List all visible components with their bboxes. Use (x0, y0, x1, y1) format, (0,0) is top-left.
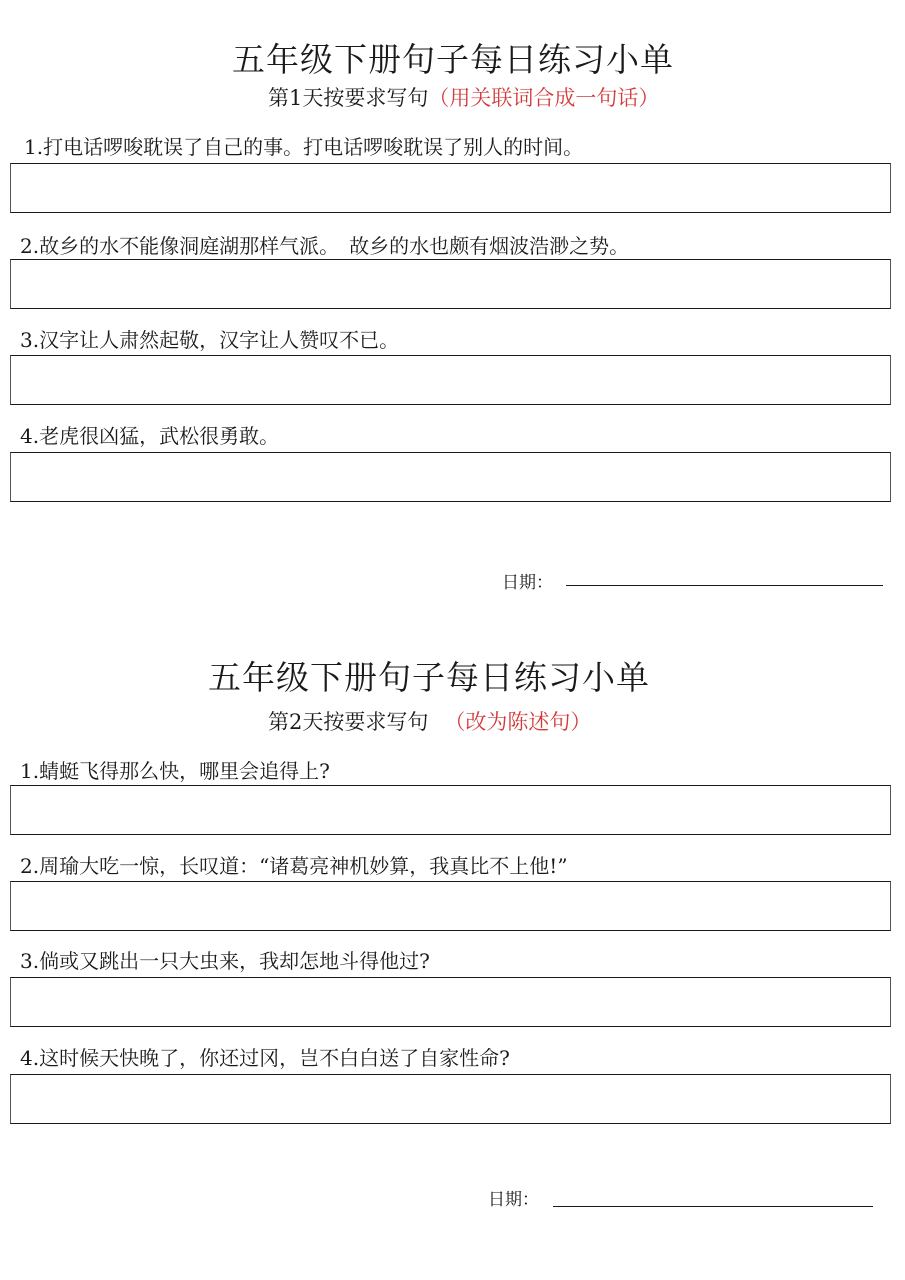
sheet2-question-4: 4.这时候天快晚了，你还过冈，岂不白白送了自家性命? (20, 1046, 510, 1070)
sheet1-question-1: 1.打电话啰唆耽误了自己的事。打电话啰唆耽误了别人的时间。 (24, 135, 584, 159)
sheet2-instruction: （改为陈述句） (444, 710, 592, 734)
sheet2-answer-box-1[interactable] (10, 785, 891, 835)
sheet1-date-label: 日期： (502, 573, 553, 593)
sheet1-question-4: 4.老虎很凶猛，武松很勇敢。 (20, 424, 280, 448)
sheet2-title: 五年级下册句子每日练习小单 (208, 658, 650, 697)
sheet2-subtitle-text: 第2天按要求写句 (268, 710, 429, 734)
sheet1-subtitle (268, 82, 659, 112)
sheet1-answer-box-4[interactable] (10, 452, 891, 502)
sheet1-question-2: 2.故乡的水不能像洞庭湖那样气派。 故乡的水也颇有烟波浩渺之势。 (20, 234, 630, 258)
sheet2-question-2: 2.周瑜大吃一惊，长叹道：“诸葛亮神机妙算，我真比不上他!” (20, 854, 568, 878)
sheet2-date-field[interactable] (553, 1206, 873, 1207)
sheet2-question-3: 3.倘或又跳出一只大虫来，我却怎地斗得他过? (20, 949, 430, 973)
sheet1-answer-box-2[interactable] (10, 259, 891, 309)
sheet1-question-3: 3.汉字让人肃然起敬，汉字让人赞叹不已。 (20, 328, 400, 352)
sheet1-answer-box-1[interactable] (10, 163, 891, 213)
sheet1-instruction: （用关联词合成一句话） (428, 86, 660, 110)
sheet2-answer-box-4[interactable] (10, 1074, 891, 1124)
sheet2-answer-box-2[interactable] (10, 881, 891, 931)
sheet1-answer-box-3[interactable] (10, 355, 891, 405)
sheet1-subtitle-text: 第1天按要求写句 (268, 86, 429, 110)
sheet1-date-field[interactable] (566, 585, 883, 586)
sheet2-answer-box-3[interactable] (10, 977, 891, 1027)
sheet2-date-label: 日期： (488, 1190, 539, 1210)
sheet2-question-1: 1.蜻蜓飞得那么快，哪里会追得上? (20, 759, 330, 783)
sheet2-subtitle (268, 706, 591, 736)
sheet1-title: 五年级下册句子每日练习小单 (232, 40, 674, 79)
